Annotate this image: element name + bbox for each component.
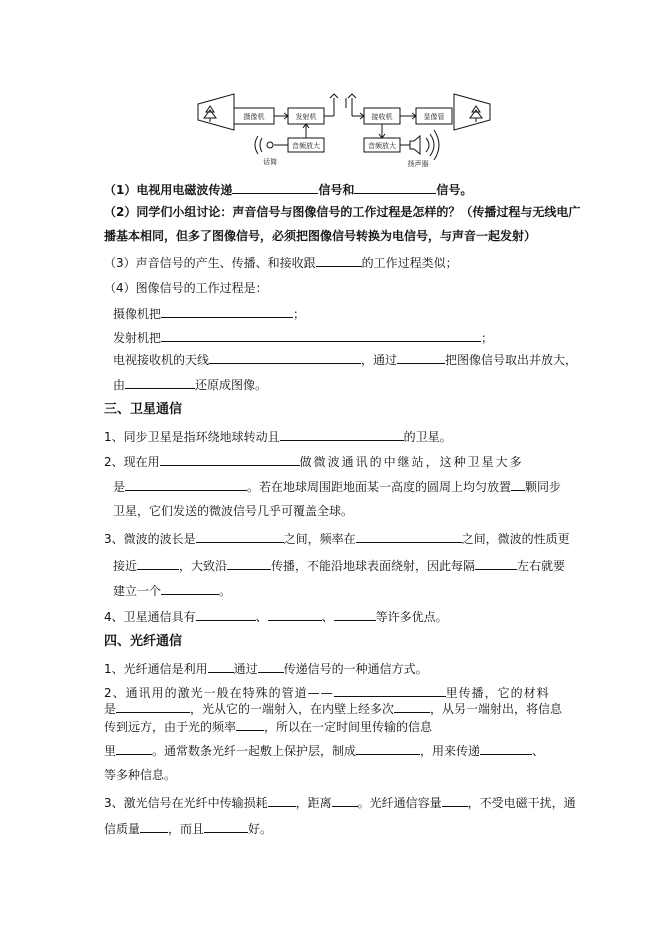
sec4-item2-line5: 等多种信息。: [104, 768, 177, 782]
blank[interactable]: [161, 329, 481, 342]
blank[interactable]: [116, 742, 152, 755]
audio-amp-left-label: 音频放大: [292, 142, 320, 150]
blank[interactable]: [125, 376, 195, 389]
microphone-label: 话筒: [263, 158, 277, 166]
sec4-item2-line3: 传到远方，由于光的频率 ，所以在一定时间里传输的信息: [104, 720, 433, 734]
blank[interactable]: [316, 254, 362, 267]
question-2-line2: 播基本相同，但多了图像信号，必须把图像信号转换为电信号，与声音一起发射）: [104, 229, 537, 243]
question-1: （1）电视用电磁波传递 信号和 信号。: [104, 183, 473, 197]
sec4-item2-line2: 是 ，光从它的一端射入，在内壁上经多次 ，从另一端射出，将信息: [104, 702, 563, 716]
sec3-item3-line1: 3、微波的波长是 之间，频率在 之间，微波的性质更: [104, 532, 570, 546]
sec4-item2-line1: 2、通讯用的激光一般在特殊的管道—— 里传播，它的材料: [104, 686, 550, 700]
blank[interactable]: [332, 794, 358, 807]
blank[interactable]: [116, 700, 190, 713]
section-3-title: 三、卫星通信: [104, 402, 183, 417]
sec3-item2-line3: 卫星，它们发送的微波信号几乎可覆盖全球。: [113, 504, 354, 518]
sec3-item4: 4、卫星通信具有 、 、 等许多优点。: [104, 610, 448, 624]
audio-amp-right-label: 音频放大: [368, 142, 396, 150]
blank[interactable]: [354, 181, 436, 194]
blank[interactable]: [334, 608, 376, 621]
sec4-item3-line2: 信质量 ，而且 好。: [104, 822, 273, 836]
blank[interactable]: [209, 351, 361, 364]
blank[interactable]: [232, 181, 318, 194]
blank[interactable]: [442, 794, 468, 807]
blank[interactable]: [268, 794, 296, 807]
question-3: （3）声音信号的产生、传播、和接收跟 的工作过程类似；: [104, 256, 458, 270]
blank[interactable]: [356, 530, 462, 543]
blank[interactable]: [196, 530, 284, 543]
sec4-item3-line1: 3、激光信号在光纤中传输损耗 ，距离 。光纤通信容量 ，不受电磁干扰，通: [104, 796, 576, 810]
blank[interactable]: [511, 478, 525, 491]
sec3-item1: 1、同步卫星是指环绕地球转动且 的卫星。: [104, 430, 452, 444]
q4-transmitter: 发射机把 ；: [113, 331, 494, 345]
blank[interactable]: [137, 557, 179, 570]
speaker-icon: [410, 136, 420, 154]
blank[interactable]: [397, 351, 445, 364]
microphone-icon: [267, 142, 273, 148]
blank[interactable]: [480, 742, 532, 755]
section-4-title: 四、光纤通信: [104, 634, 183, 649]
blank[interactable]: [475, 557, 517, 570]
blank[interactable]: [125, 478, 247, 491]
blank[interactable]: [334, 684, 446, 697]
sec3-item3-line3: 建立一个 。: [113, 584, 232, 598]
blank[interactable]: [258, 660, 284, 673]
blank[interactable]: [356, 742, 420, 755]
question-4-title: （4）图像信号的工作过程是：: [104, 281, 268, 295]
blank[interactable]: [161, 305, 293, 318]
q4-restore: 由 还原成图像。: [113, 378, 268, 392]
sec4-item1: 1、光纤通信是利用 通过 传递信号的一种通信方式。: [104, 662, 428, 676]
sec3-item2-line1: 2、现在用 做微波通讯的中继站，这种卫星大多: [104, 455, 524, 469]
camera-label: 摄像机: [243, 113, 265, 121]
blank[interactable]: [394, 700, 430, 713]
receiver-label: 接收机: [371, 113, 393, 121]
blank[interactable]: [236, 718, 264, 731]
blank[interactable]: [140, 820, 168, 833]
picture-tube-label: 显像管: [423, 113, 445, 121]
sec3-item3-line2: 接近 ，大致沿 传播，不能沿地球表面绕射，因此每隔 左右就要: [113, 559, 566, 573]
blank[interactable]: [208, 660, 234, 673]
blank[interactable]: [196, 608, 256, 621]
blank[interactable]: [204, 820, 248, 833]
sec4-item2-line4: 里 。通常数条光纤一起敷上保护层，制成 ，用来传递 、: [104, 744, 545, 758]
transmitter-label: 发射机: [295, 113, 317, 121]
question-2-line1: （2）同学们小组讨论：声音信号与图像信号的工作过程是怎样的？（传播过程与无线电广: [104, 205, 581, 219]
blank[interactable]: [161, 582, 219, 595]
q4-tv-antenna: 电视接收机的天线 ，通过 把图像信号取出并放大，: [113, 353, 578, 367]
speaker-label: 扬声器: [407, 160, 429, 168]
q4-camera: 摄像机把 ；: [113, 307, 306, 321]
blank[interactable]: [160, 453, 300, 466]
blank[interactable]: [227, 557, 271, 570]
blank[interactable]: [280, 428, 404, 441]
left-scene-icon: [198, 94, 234, 130]
sec3-item2-line2: 是 。若在地球周围距地面某一高度的圆周上均匀放置 颗同步: [113, 480, 562, 494]
blank[interactable]: [268, 608, 322, 621]
tv-transmission-diagram: [196, 92, 496, 170]
